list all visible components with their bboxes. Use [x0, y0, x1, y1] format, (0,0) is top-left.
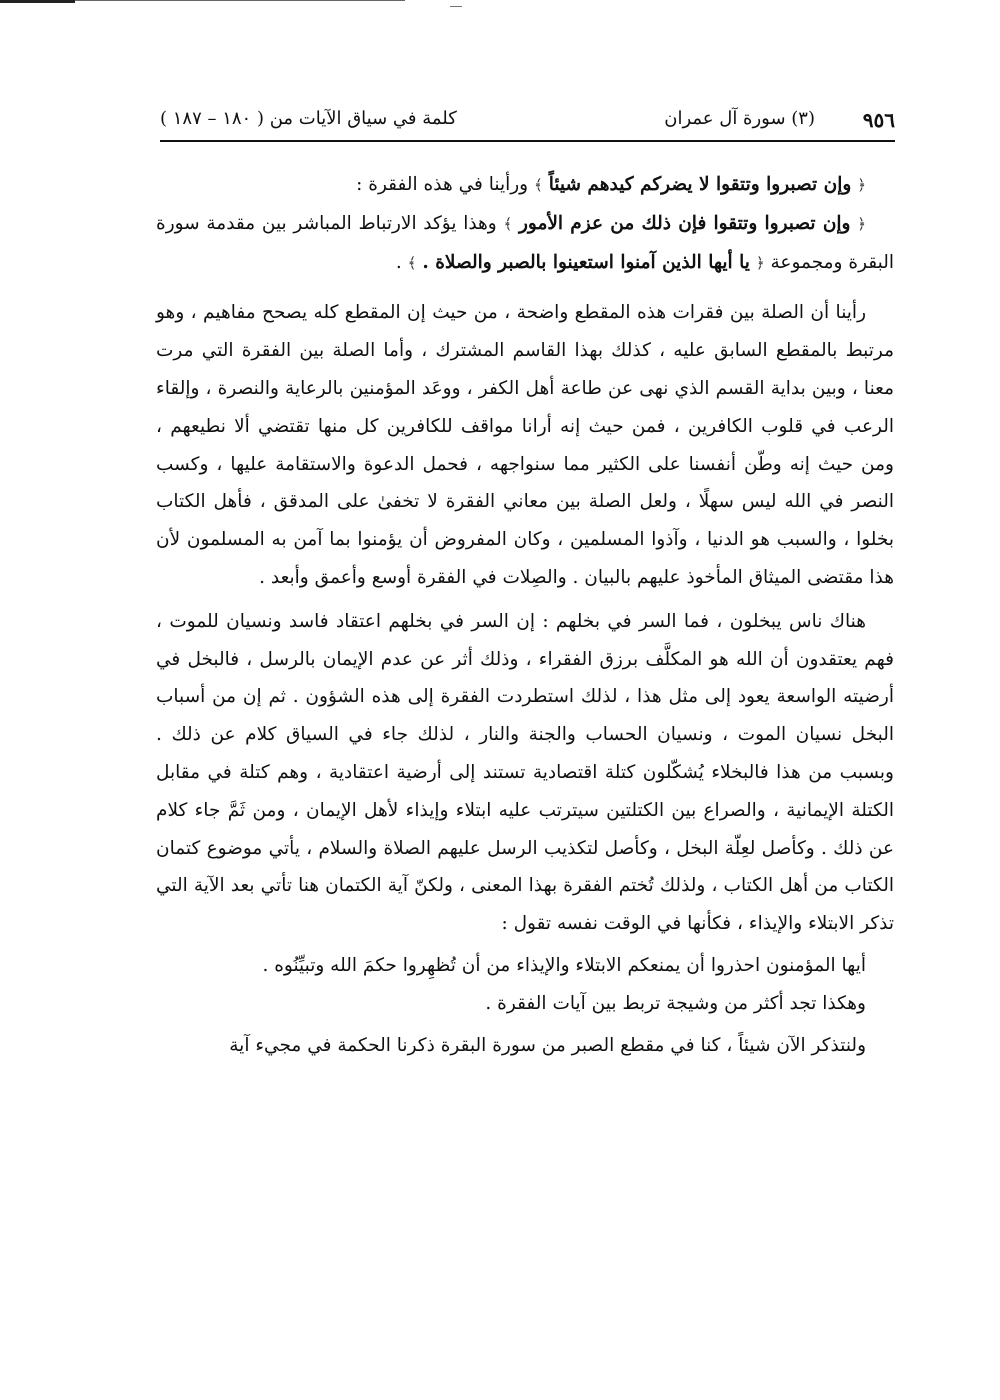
ornate-bracket-close: ﴾	[534, 176, 543, 194]
page-body	[156, 166, 894, 1064]
section-title: كلمة في سياق الآيات من ( ١٨٠ – ١٨٧ )	[160, 108, 457, 129]
ornate-bracket-open: ﴿	[755, 253, 765, 272]
ornate-bracket-open: ﴿	[857, 176, 866, 194]
quran-verse: وإن تصبروا وتتقوا فإن ذلك من عزم الأمور	[518, 212, 851, 234]
paragraph-1: رأينا أن الصلة بين فقرات هذه المقطع واضحة ، من حيث إن المقطع كله يصحح مفاهيم ، وهو مرتبط بالمقطع السابق عليه ، كذلك بهذا القاسم المشترك ، وأما الصلة بين الفقرة التي مرت معنا ، وبين بداية القسم الذي نهى عن طاعة أهل الكفر ، ووعَد المؤمنين بالرعاية والنصرة ، وإلقاء الرعب في قلوب الكافرين ، فمن حيث إنه أرانا مواقف للكافرين كل منها تقتضي ألا نطيعهم ، ومن حيث إنه وطّن أنفسنا على الكثير مما سنواجهه ، فحمل الدعوة والاستقامة عليها ، وكسب النصر في الله ليس سهلًا ، ولعل الصلة بين معاني الفقرة لا تخفىٰ على المدقق ، فأهل الكتاب بخلوا ، والسبب هو الدنيا ، وآذوا المسلمين ، وكان المفروض أن يؤمنوا بما آمن به المسلمون لأن هذا مقتضى الميثاق المأخوذ عليهم بالبيان . والصِلات في الفقرة أوسع وأعمق وأبعد .	[156, 302, 894, 588]
running-header	[160, 104, 895, 142]
ornate-bracket-close: ﴾	[503, 214, 513, 233]
paragraph-2: هناك ناس يبخلون ، فما السر في بخلهم : إن السر في بخلهم اعتقاد فاسد ونسيان للموت ، فهم يعتقدون أن الله هو المكلَّف برزق الفقراء ، وذلك أثر عن عدم الإيمان بالرسل ، فالبخل في أرضيته الواسعة يعود إلى مثل هذا ، لذلك استطردت الفقرة إلى هذه الشؤون . ثم إن من أسباب البخل نسيان الموت ، ونسيان الحساب والجنة والنار ، لذلك جاء في السياق كلام عن ذلك . وبسبب من هذا فالبخلاء يُشكّلون كتلة اقتصادية تستند إلى أرضية اعتقادية ، وهم كتلة في مقابل الكتلة الإيمانية ، والصراع بين الكتلتين سيترتب عليه ابتلاء وإيذاء لأهل الإيمان ، ومن ثَمَّ جاء كلام عن ذلك . وكأصل لعِلّة البخل ، وكأصل لتكذيب الرسل عليهم الصلاة والسلام ، يأتي موضوع كتمان الكتاب من أهل الكتاب ، ولذلك تُختم الفقرة بهذا المعنى ، ولكنّ آية الكتمان هنا تأتي بعد الآية التي تذكر الابتلاء والإيذاء ، فكأنها في الوقت نفسه تقول :	[156, 610, 895, 935]
paragraph-3: أيها المؤمنون احذروا أن يمنعكم الابتلاء والإيذاء من أن تُظهِروا حكمَ الله وتبيِّنُوه .	[262, 954, 866, 976]
paragraph-5: ولنتذكر الآن شيئاً ، كنا في مقطع الصبر من سورة البقرة ذكرنا الحكمة في مجيء آية	[229, 1034, 866, 1056]
quran-verse: وإن تصبروا وتتقوا لا يضركم كيدهم شيئاً	[548, 174, 852, 195]
body-text-segment: وهذا يؤكد الارتباط المباشر بين مقدمة سورة البقرة ومجموعة	[156, 212, 894, 273]
body-text-segment: ورأينا في هذه الفقرة :	[356, 174, 529, 195]
paragraph-4: وهكذا تجد أكثر من وشيجة تربط بين آيات الفقرة .	[485, 992, 866, 1014]
scan-edge-line	[75, 0, 405, 1]
ornate-bracket-close: ﴾	[407, 253, 417, 272]
verse-line-1	[156, 166, 894, 205]
quran-verse: يا أيها الذين آمنوا استعينوا بالصبر والصلاة .	[422, 251, 750, 273]
page-number: ٩٥٦	[862, 108, 895, 132]
scan-edge-dash	[450, 6, 462, 7]
surah-title: (٣) سورة آل عمران	[664, 108, 815, 129]
scan-edge-mark	[0, 0, 75, 3]
ornate-bracket-open: ﴿	[857, 214, 866, 233]
verse-paragraph: ﴿ وإن تصبروا وتتقوا فإن ذلك من عزم الأمور ﴾ وهذا يؤكد الارتباط المباشر بين مقدمة سورة البقرة ومجموعة ﴿ يا أيها الذين آمنوا استعينوا بالصبر والصلاة . ﴾ .	[156, 212, 894, 273]
